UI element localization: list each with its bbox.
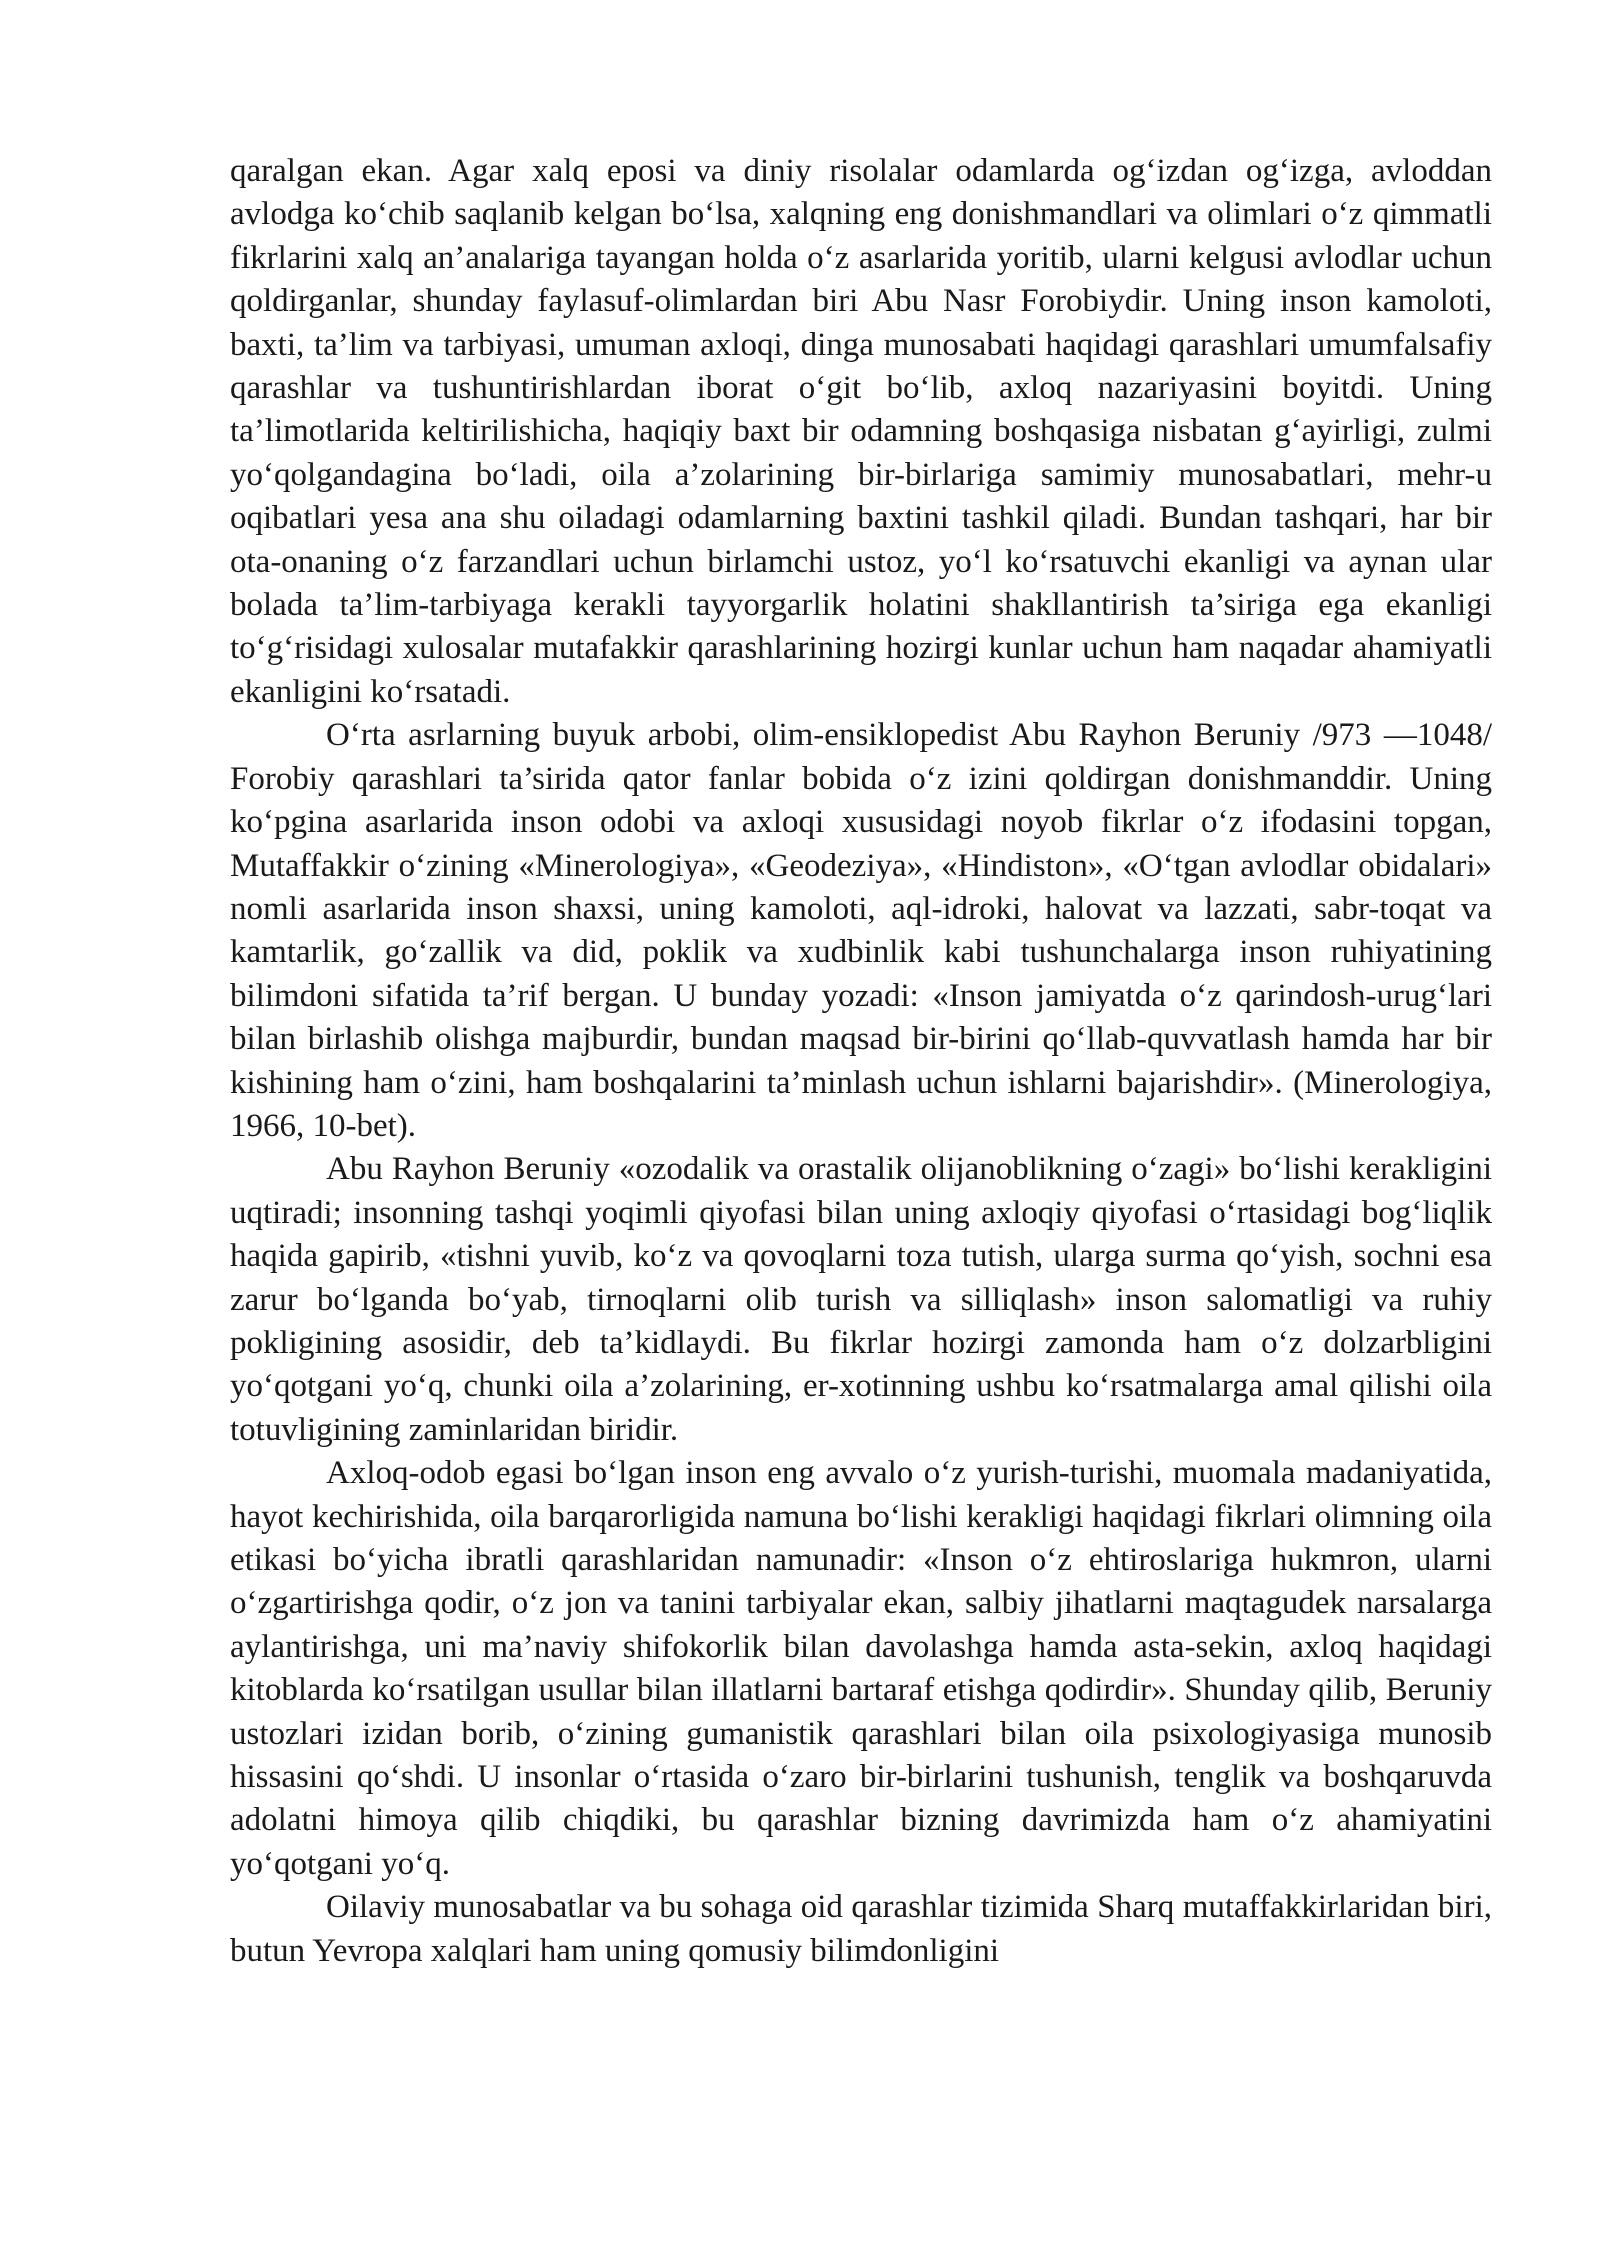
paragraph-beruniy-ethics: Axloq-odob egasi bo‘lgan inson eng avvalo o‘z yurish-turishi, muomala madaniyatida, hayot kechirishida, oila barqarorligida namuna bo‘lishi kerakligi haqidagi fikrlari olimning oila etikasi bo‘yicha ibratli qarashlaridan namunadir: «Inson o‘z ehtiroslariga hukmron, ularni o‘zgartirishga qodir, o‘z jon va tanini tarbiyalar ekan, salbiy jihatlarni maqtagudek narsalarga aylantirishga, uni ma’naviy shifokorlik bilan davolashga hamda asta-sekin, axloq haqidagi kitoblarda ko‘rsatilgan usullar bilan illatlarni bartaraf etishga qodirdir». Shunday qilib, Beruniy ustozlari izidan borib, o‘zining gumanistik qarashlari bilan oila psixologiyasiga munosib hissasini qo‘shdi. U insonlar o‘rtasida o‘zaro bir-birlarini tushunish, tenglik va boshqaruvda adolatni himoya qilib chiqdiki, bu qarashlar bizning davrimizda ham o‘z ahamiyatini yo‘qotgani yo‘q. (230, 1455, 1492, 1882)
paragraph-farobi: qaralgan ekan. Agar xalq eposi va diniy risolalar odamlarda og‘izdan og‘izga, avloddan avlodga ko‘chib saqlanib kelgan bo‘lsa, xalqning eng donishmandlari va olimlari o‘z qimmatli fikrlarini xalq an’analariga tayangan holda o‘z asarlarida yoritib, ularni kelgusi avlodlar uchun qoldirganlar, shunday faylasuf-olimlardan biri Abu Nasr Forobiydir. Uning inson kamoloti, baxti, ta’lim va tarbiyasi, umuman axloqi, dinga munosabati haqidagi qarashlari umumfalsafiy qarashlar va tushuntirishlardan iborat o‘git bo‘lib, axloq nazariyasini boyitdi. Uning ta’limotlarida keltirilishicha, haqiqiy baxt bir odamning boshqasiga nisbatan g‘ayirligi, zulmi yo‘qolgandagina bo‘ladi, oila a’zolarining bir-birlariga samimiy munosabatlari, mehr-u oqibatlari yesa ana shu oiladagi odamlarning baxtini tashkil qiladi. Bundan tashqari, har bir ota-onaning o‘z farzandlari uchun birlamchi ustoz, yo‘l ko‘rsatuvchi ekanligi va aynan ular bolada ta’lim-tarbiyaga kerakli tayyorgarlik holatini shakllantirish ta’siriga ega ekanligi to‘g‘risidagi xulosalar mutafakkir qarashlarining hozirgi kunlar uchun ham naqadar ahamiyatli ekanligini ko‘rsatadi. (230, 153, 1492, 710)
paragraph-beruniy-hygiene: Abu Rayhon Beruniy «ozodalik va orastalik olijanoblikning o‘zagi» bo‘lishi kerakligini uqtiradi; insonning tashqi yoqimli qiyofasi bilan uning axloqiy qiyofasi o‘rtasidagi bog‘liqlik haqida gapirib, «tishni yuvib, ko‘z va qovoqlarni toza tutish, ularga surma qo‘yish, sochni esa zarur bo‘lganda bo‘yab, tirnoqlarni olib turish va silliqlash» inson salomatligi va ruhiy pokligining asosidir, deb ta’kidlaydi. Bu fikrlar hozirgi zamonda ham o‘z dolzarbligini yo‘qotgani yo‘q, chunki oila a’zolarining, er-xotinning ushbu ko‘rsatmalarga amal qilishi oila totuvligining zaminlaridan biridir. (230, 1151, 1492, 1448)
paragraph-beruniy-intro: O‘rta asrlarning buyuk arbobi, olim-ensiklopedist Abu Rayhon Beruniy /973 —1048/ Forobiy qarashlari ta’sirida qator fanlar bobida o‘z izini qoldirgan donishmanddir. Uning ko‘pgina asarlarida inson odobi va axloqi xususidagi noyob fikrlar o‘z ifodasini topgan, Mutaffakkir o‘zining «Minerologiya», «Geodeziya», «Hindiston», «O‘tgan avlodlar obidalari» nomli asarlarida inson shaxsi, uning kamoloti, aql-idroki, halovat va lazzati, sabr-toqat va kamtarlik, go‘zallik va did, poklik va xudbinlik kabi tushunchalarga inson ruhiyatining bilimdoni sifatida ta’rif bergan. U bunday yozadi: «Inson jamiyatda o‘z qarindosh-urug‘lari bilan birlashib olishga majburdir, bundan maqsad bir-birini qo‘llab-quvvatlash hamda har bir kishining ham o‘zini, ham boshqalarini ta’minlash uchun ishlarni bajarishdir». (Minerologiya, 1966, 10-bet). (230, 717, 1492, 1144)
document-page (230, 150, 1492, 1973)
paragraph-family-relations: Oilaviy munosabatlar va bu sohaga oid qarashlar tizimida Sharq mutaffakkirlaridan biri, butun Yevropa xalqlari ham uning qomusiy bilimdonligini (230, 1889, 1492, 1969)
